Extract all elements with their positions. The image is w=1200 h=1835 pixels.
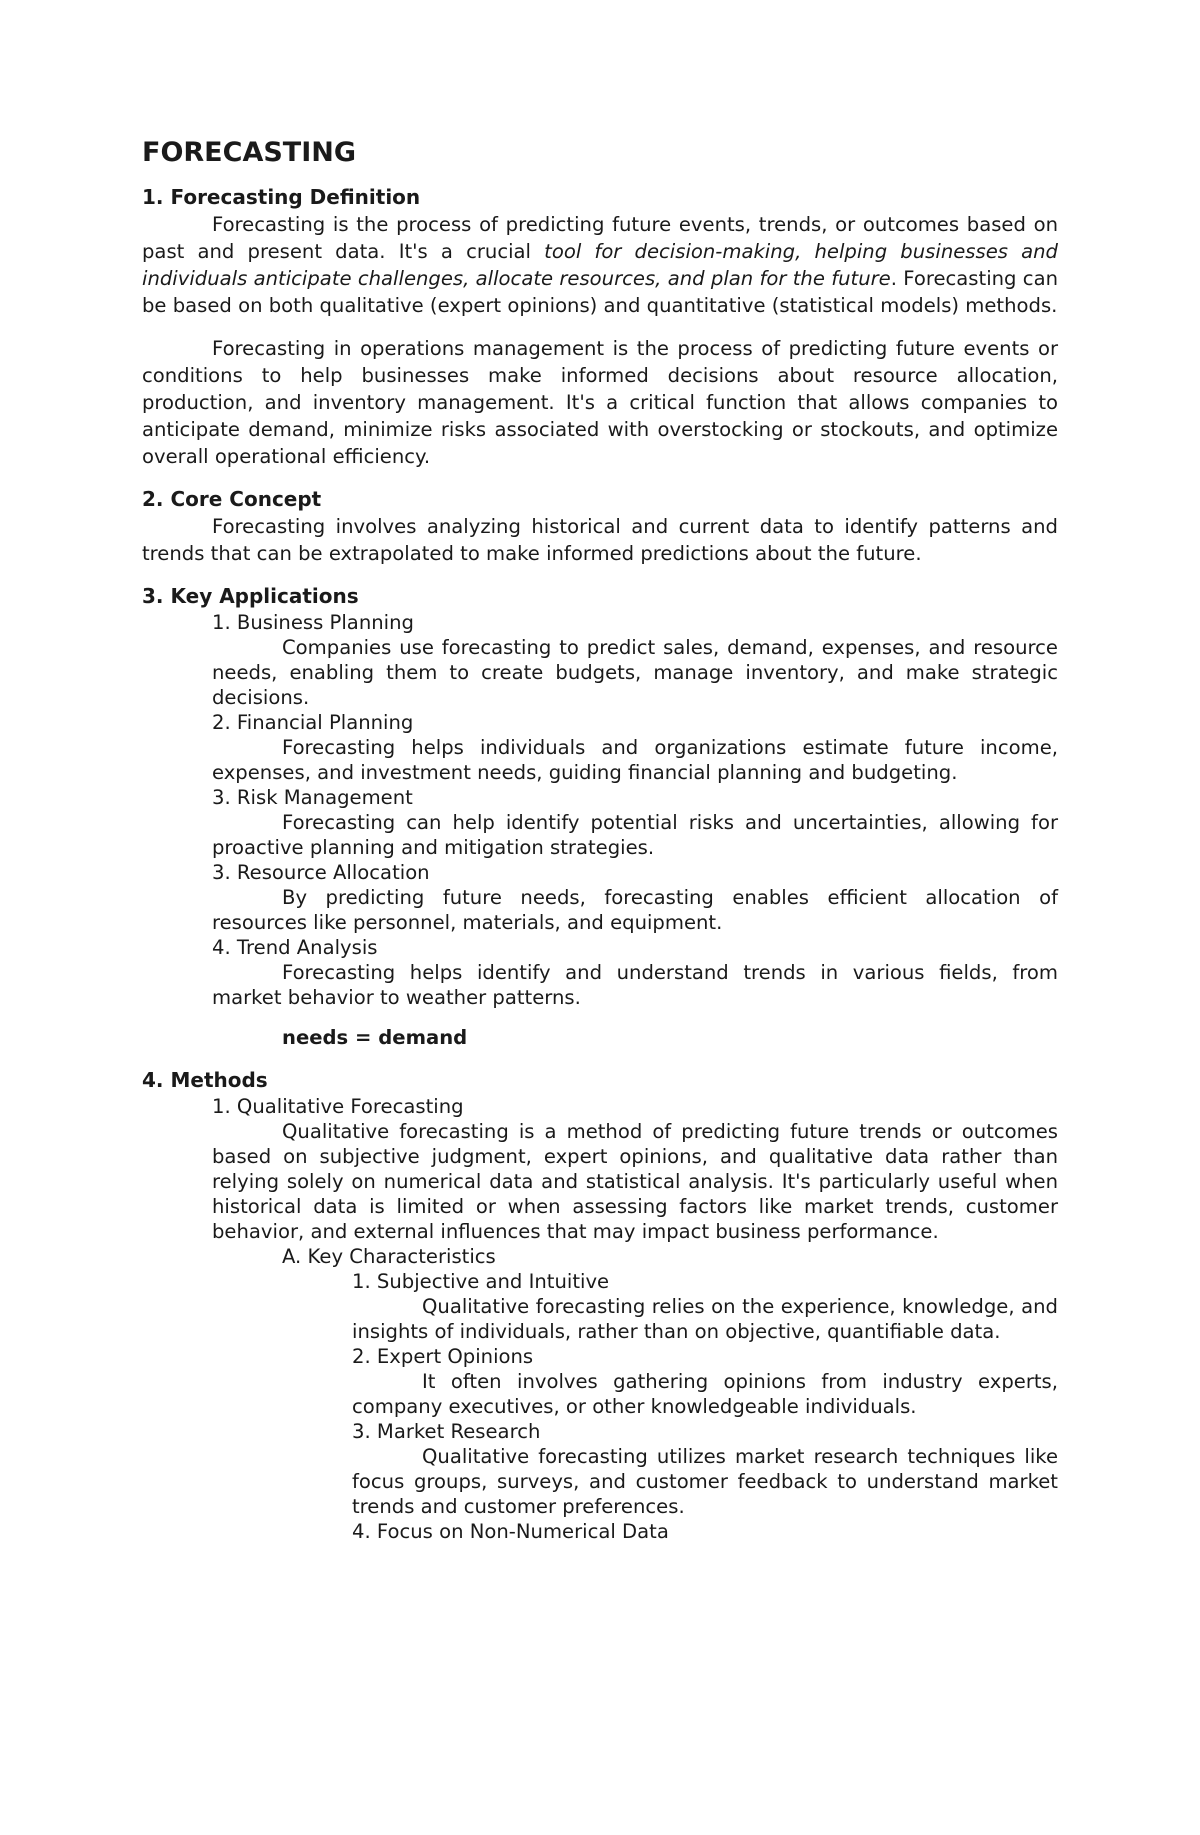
section-heading-methods: 4. Methods bbox=[142, 1068, 268, 1092]
characteristic-body: Qualitative forecasting relies on the experience, knowledge, and insights of individuals, rather than on objective, quantifiable data. bbox=[352, 1295, 1058, 1343]
application-label: 4. Trend Analysis bbox=[212, 936, 378, 959]
section-heading-key-applications: 3. Key Applications bbox=[142, 584, 359, 608]
application-body: Forecasting can help identify potential risks and uncertainties, allowing for proactive planning and mitigation strategies. bbox=[212, 811, 1058, 859]
section-heading-core-concept: 2. Core Concept bbox=[142, 487, 322, 511]
core-concept-paragraph: Forecasting involves analyzing historical and current data to identify patterns and trends that can be extrapolated to make informed predictions about the future. bbox=[142, 515, 1058, 565]
characteristics-heading: A. Key Characteristics bbox=[282, 1245, 496, 1268]
note-needs-demand: needs = demand bbox=[282, 1026, 468, 1049]
application-label: 3. Resource Allocation bbox=[212, 861, 430, 884]
document-title: FORECASTING bbox=[142, 137, 357, 168]
application-body: By predicting future needs, forecasting enables efficient allocation of resources like personnel, materials, and equipment. bbox=[212, 886, 1058, 934]
characteristic-label: 4. Focus on Non-Numerical Data bbox=[352, 1520, 669, 1543]
definition-text-b: . Forecasting can be based on both qualitative (expert opinions) and quantitative (statistical models) methods. bbox=[142, 267, 1059, 317]
definition-paragraph-1 bbox=[142, 211, 1058, 319]
characteristic-label: 1. Subjective and Intuitive bbox=[352, 1270, 610, 1293]
definition-paragraph-2: Forecasting in operations management is the process of predicting future events or conditions to help businesses make informed decisions about resource allocation, production, and inventory management. It's a critical function that allows companies to anticipate demand, minimize risks associated with overstocking or stockouts, and optimize overall operational efficiency. bbox=[142, 337, 1058, 468]
characteristic-body: Qualitative forecasting utilizes market research techniques like focus groups, surveys, and customer feedback to understand market trends and customer preferences. bbox=[352, 1445, 1058, 1518]
section-heading-definition: 1. Forecasting Definition bbox=[142, 185, 421, 209]
characteristic-label: 2. Expert Opinions bbox=[352, 1345, 534, 1368]
characteristic-label: 3. Market Research bbox=[352, 1420, 541, 1443]
application-body: Forecasting helps individuals and organizations estimate future income, expenses, and investment needs, guiding financial planning and budgeting. bbox=[212, 736, 1058, 784]
application-label: 2. Financial Planning bbox=[212, 711, 414, 734]
characteristic-body: It often involves gathering opinions from industry experts, company executives, or other knowledgeable individuals. bbox=[352, 1370, 1058, 1418]
application-label: 3. Risk Management bbox=[212, 786, 413, 809]
application-body: Forecasting helps identify and understand trends in various fields, from market behavior to weather patterns. bbox=[212, 961, 1058, 1009]
definition-text-italic: tool for decision-making, helping businesses and individuals anticipate challenges, allocate resources, and plan for the future bbox=[142, 240, 1058, 290]
method-body: Qualitative forecasting is a method of predicting future trends or outcomes based on subjective judgment, expert opinions, and qualitative data rather than relying solely on numerical data and statistical analysis. It's particularly useful when historical data is limited or when assessing factors like market trends, customer behavior, and external influences that may impact business performance. bbox=[212, 1120, 1058, 1243]
method-label: 1. Qualitative Forecasting bbox=[212, 1095, 464, 1118]
definition-text-a: Forecasting is the process of predicting future events, trends, or outcomes based on past and present data. It's a crucial bbox=[142, 213, 1058, 263]
application-label: 1. Business Planning bbox=[212, 611, 414, 634]
application-body: Companies use forecasting to predict sales, demand, expenses, and resource needs, enabling them to create budgets, manage inventory, and make strategic decisions. bbox=[212, 636, 1058, 709]
